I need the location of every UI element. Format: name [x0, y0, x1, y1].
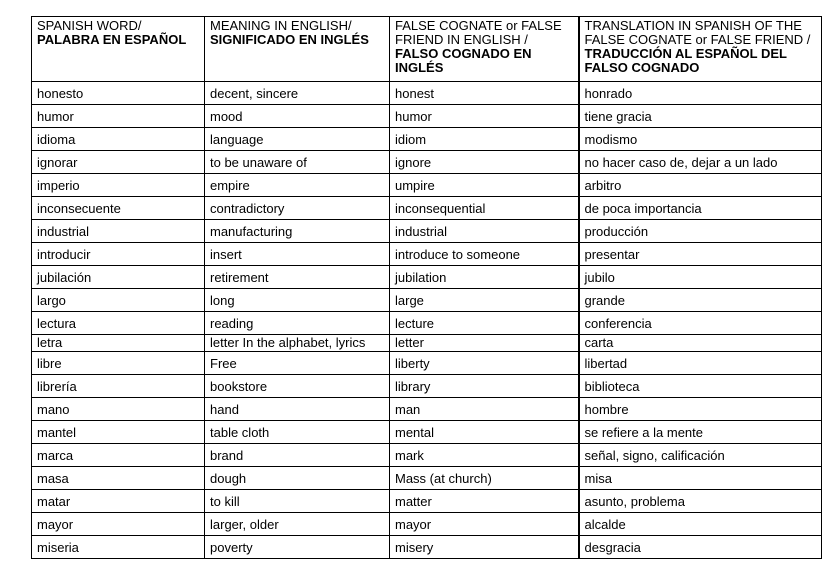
cell-english-meaning: to be unaware of: [205, 151, 390, 174]
header-translation: [579, 17, 822, 82]
cell-english-meaning: table cloth: [205, 421, 390, 444]
header-spanish-word: [32, 17, 205, 82]
table-header-row: [32, 17, 822, 82]
table-row: [32, 266, 822, 289]
table-row: [32, 151, 822, 174]
false-cognates-table: [31, 16, 822, 559]
header-label-es: SIGNIFICADO EN INGLÉS: [210, 32, 369, 47]
cell-false-cognate: library: [390, 375, 579, 398]
cell-spanish-translation: libertad: [579, 352, 822, 375]
cell-english-meaning: hand: [205, 398, 390, 421]
table-row: [32, 128, 822, 151]
cell-spanish-translation: modismo: [579, 128, 822, 151]
cell-spanish-word: mano: [32, 398, 205, 421]
cell-english-meaning: bookstore: [205, 375, 390, 398]
cell-spanish-translation: asunto, problema: [579, 490, 822, 513]
cell-spanish-translation: carta: [579, 335, 822, 352]
cell-false-cognate: humor: [390, 105, 579, 128]
cell-spanish-translation: señal, signo, calificación: [579, 444, 822, 467]
cell-spanish-translation: biblioteca: [579, 375, 822, 398]
table-row: [32, 243, 822, 266]
document-page: [31, 16, 821, 559]
cell-english-meaning: long: [205, 289, 390, 312]
table-row: [32, 513, 822, 536]
cell-spanish-word: introducir: [32, 243, 205, 266]
header-label-en: MEANING IN ENGLISH/: [210, 18, 352, 33]
cell-spanish-translation: hombre: [579, 398, 822, 421]
cell-english-meaning: contradictory: [205, 197, 390, 220]
cell-spanish-word: idioma: [32, 128, 205, 151]
table-row: [32, 536, 822, 559]
table-row: [32, 197, 822, 220]
cell-english-meaning: dough: [205, 467, 390, 490]
cell-false-cognate: man: [390, 398, 579, 421]
cell-spanish-word: honesto: [32, 82, 205, 105]
cell-false-cognate: umpire: [390, 174, 579, 197]
cell-false-cognate: inconsequential: [390, 197, 579, 220]
cell-false-cognate: idiom: [390, 128, 579, 151]
cell-english-meaning: decent, sincere: [205, 82, 390, 105]
header-label-es: TRADUCCIÓN AL ESPAÑOL DEL FALSO COGNADO: [584, 46, 787, 75]
cell-spanish-translation: no hacer caso de, dejar a un lado: [579, 151, 822, 174]
table-row: [32, 105, 822, 128]
cell-english-meaning: brand: [205, 444, 390, 467]
table-row: [32, 312, 822, 335]
header-label-en: SPANISH WORD/: [37, 18, 142, 33]
cell-spanish-word: marca: [32, 444, 205, 467]
cell-spanish-translation: honrado: [579, 82, 822, 105]
table-row: [32, 335, 822, 352]
cell-english-meaning: to kill: [205, 490, 390, 513]
table-row: [32, 398, 822, 421]
cell-spanish-word: imperio: [32, 174, 205, 197]
table-row: [32, 490, 822, 513]
table-row: [32, 375, 822, 398]
cell-english-meaning: insert: [205, 243, 390, 266]
cell-spanish-translation: alcalde: [579, 513, 822, 536]
cell-spanish-translation: jubilo: [579, 266, 822, 289]
table-row: [32, 352, 822, 375]
cell-spanish-word: inconsecuente: [32, 197, 205, 220]
header-meaning-english: [205, 17, 390, 82]
cell-false-cognate: letter: [390, 335, 579, 352]
cell-english-meaning: reading: [205, 312, 390, 335]
cell-spanish-translation: tiene gracia: [579, 105, 822, 128]
table-row: [32, 467, 822, 490]
table-row: [32, 82, 822, 105]
cell-false-cognate: liberty: [390, 352, 579, 375]
cell-false-cognate: industrial: [390, 220, 579, 243]
table-row: [32, 174, 822, 197]
header-label-es: FALSO COGNADO EN INGLÉS: [395, 46, 532, 75]
cell-false-cognate: matter: [390, 490, 579, 513]
cell-spanish-word: largo: [32, 289, 205, 312]
cell-spanish-word: humor: [32, 105, 205, 128]
cell-false-cognate: ignore: [390, 151, 579, 174]
cell-spanish-word: miseria: [32, 536, 205, 559]
table-row: [32, 444, 822, 467]
cell-false-cognate: honest: [390, 82, 579, 105]
cell-spanish-word: libre: [32, 352, 205, 375]
cell-spanish-translation: desgracia: [579, 536, 822, 559]
cell-false-cognate: jubilation: [390, 266, 579, 289]
cell-spanish-word: lectura: [32, 312, 205, 335]
cell-false-cognate: mayor: [390, 513, 579, 536]
cell-spanish-word: jubilación: [32, 266, 205, 289]
cell-spanish-translation: grande: [579, 289, 822, 312]
cell-english-meaning: larger, older: [205, 513, 390, 536]
header-false-cognate: [390, 17, 579, 82]
cell-english-meaning: empire: [205, 174, 390, 197]
cell-false-cognate: introduce to someone: [390, 243, 579, 266]
cell-spanish-translation: de poca importancia: [579, 197, 822, 220]
cell-english-meaning: poverty: [205, 536, 390, 559]
cell-spanish-translation: conferencia: [579, 312, 822, 335]
table-body: [32, 82, 822, 559]
cell-false-cognate: mental: [390, 421, 579, 444]
cell-false-cognate: Mass (at church): [390, 467, 579, 490]
cell-english-meaning: letter In the alphabet, lyrics: [205, 335, 390, 352]
cell-spanish-word: masa: [32, 467, 205, 490]
table-row: [32, 289, 822, 312]
cell-english-meaning: retirement: [205, 266, 390, 289]
cell-spanish-translation: misa: [579, 467, 822, 490]
cell-spanish-translation: arbitro: [579, 174, 822, 197]
cell-false-cognate: large: [390, 289, 579, 312]
cell-spanish-word: industrial: [32, 220, 205, 243]
cell-spanish-translation: presentar: [579, 243, 822, 266]
header-label-en: TRANSLATION IN SPANISH OF THE FALSE COGNATE or FALSE FRIEND /: [584, 18, 811, 47]
cell-spanish-word: letra: [32, 335, 205, 352]
header-label-es: PALABRA EN ESPAÑOL: [37, 32, 187, 47]
cell-spanish-word: mantel: [32, 421, 205, 444]
table-row: [32, 220, 822, 243]
cell-english-meaning: manufacturing: [205, 220, 390, 243]
cell-false-cognate: lecture: [390, 312, 579, 335]
cell-spanish-word: mayor: [32, 513, 205, 536]
table-row: [32, 421, 822, 444]
cell-spanish-translation: se refiere a la mente: [579, 421, 822, 444]
cell-english-meaning: mood: [205, 105, 390, 128]
cell-spanish-word: ignorar: [32, 151, 205, 174]
cell-english-meaning: Free: [205, 352, 390, 375]
cell-english-meaning: language: [205, 128, 390, 151]
cell-false-cognate: mark: [390, 444, 579, 467]
header-label-en: FALSE COGNATE or FALSE FRIEND IN ENGLISH /: [395, 18, 562, 47]
cell-spanish-word: matar: [32, 490, 205, 513]
cell-spanish-word: librería: [32, 375, 205, 398]
cell-spanish-translation: producción: [579, 220, 822, 243]
cell-false-cognate: misery: [390, 536, 579, 559]
